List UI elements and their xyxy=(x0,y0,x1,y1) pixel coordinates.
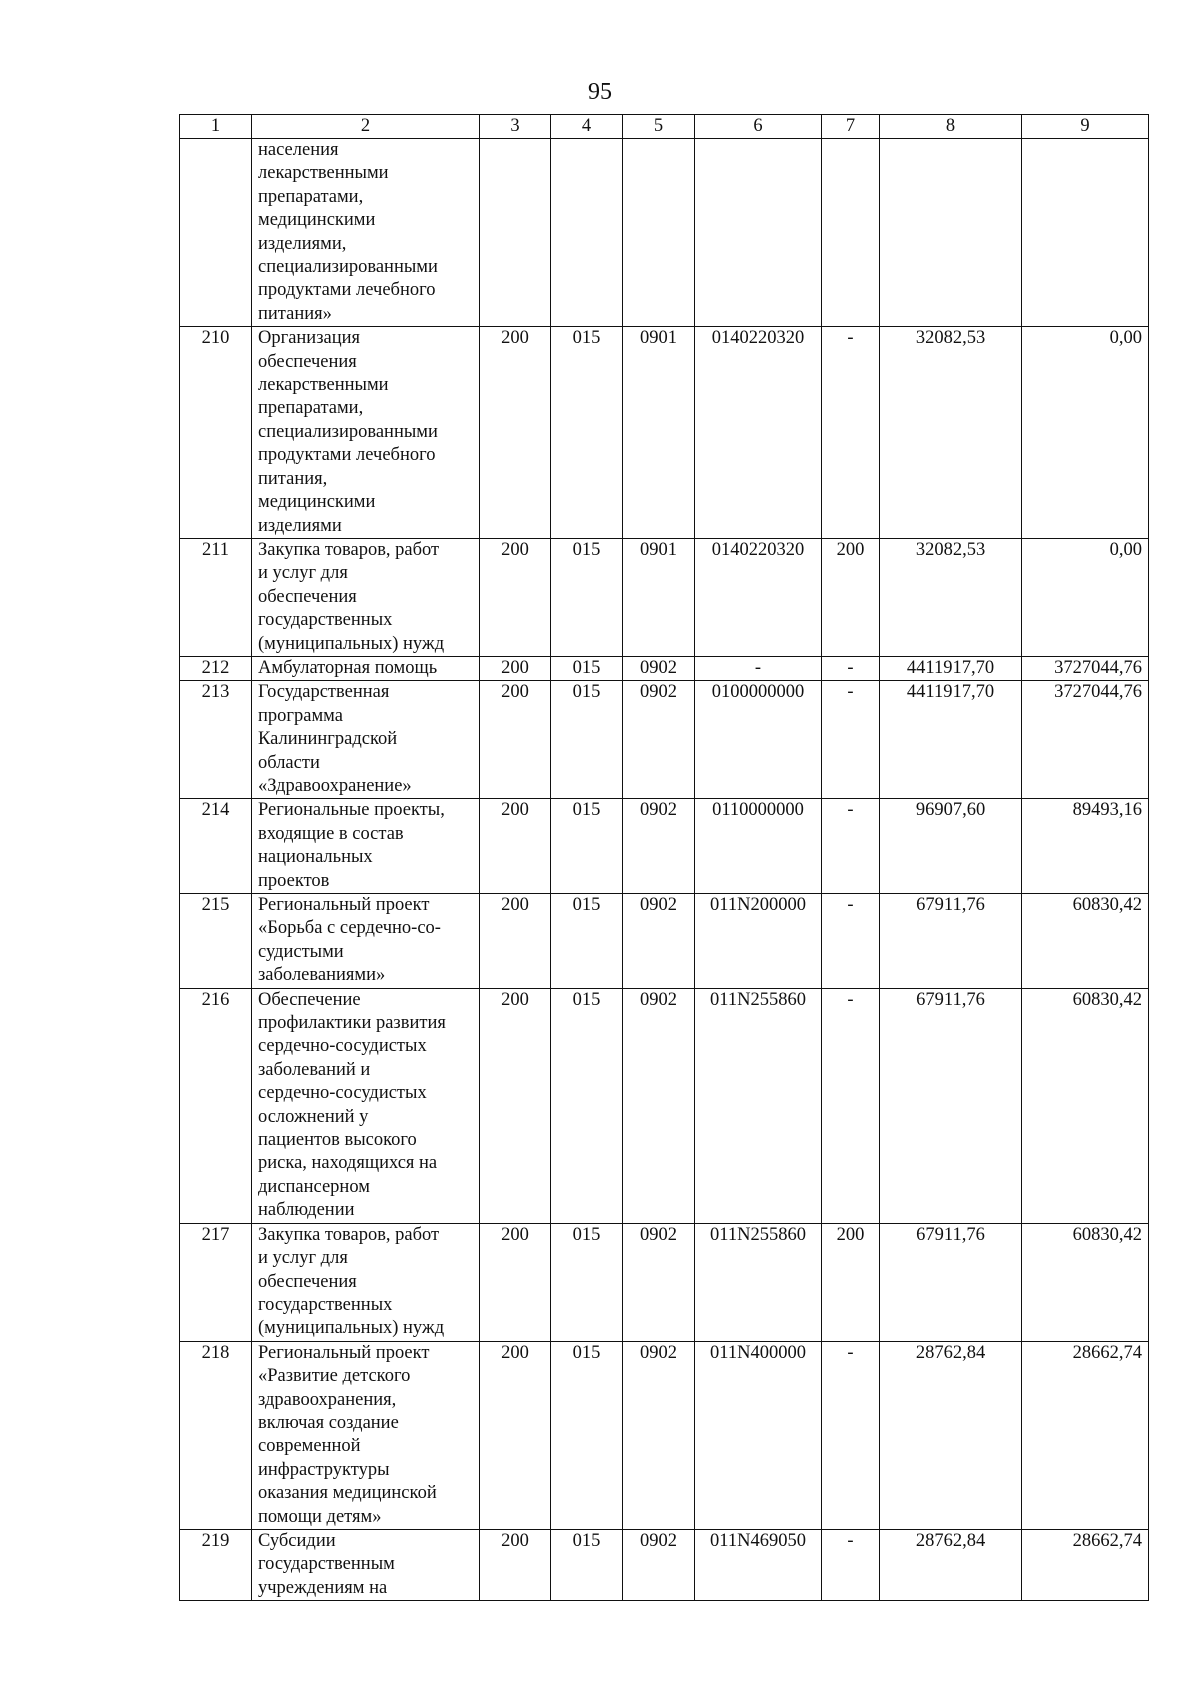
row-name-text: Региональный проект «Развитие детского здравоохранения, включая создание современной инфраструктуры оказания медицинской помощи детям» xyxy=(258,1342,437,1527)
column-5-cell: 0902 xyxy=(623,799,695,894)
row-number-cell: 217 xyxy=(180,1223,252,1341)
empty-cell xyxy=(822,139,880,327)
column-3-cell: 200 xyxy=(480,1223,551,1341)
empty-cell xyxy=(1022,139,1149,327)
column-5-cell: 0902 xyxy=(623,681,695,799)
table-row xyxy=(180,656,1149,680)
column-5-cell: 0902 xyxy=(623,1223,695,1341)
row-number-cell: 210 xyxy=(180,327,252,539)
column-8-amount-cell: 4411917,70 xyxy=(880,681,1022,799)
row-number-cell: 215 xyxy=(180,894,252,989)
column-6-cell: 0110000000 xyxy=(695,799,822,894)
table-header xyxy=(180,115,1149,139)
table-row xyxy=(180,327,1149,539)
column-7-cell: - xyxy=(822,327,880,539)
budget-table xyxy=(179,114,1149,1601)
row-name-cell xyxy=(252,681,480,799)
row-name-cell xyxy=(252,327,480,539)
row-number-cell: 216 xyxy=(180,988,252,1223)
row-name-text: Закупка товаров, работ и услуг для обеспечения государственных (муниципальных) нужд xyxy=(258,539,445,654)
row-name-text: Закупка товаров, работ и услуг для обеспечения государственных (муниципальных) нужд xyxy=(258,1224,445,1339)
row-name-text: Амбулаторная помощь xyxy=(258,657,438,678)
column-3-cell: 200 xyxy=(480,327,551,539)
column-9-amount-cell: 60830,42 xyxy=(1022,1223,1149,1341)
column-8-amount-cell: 96907,60 xyxy=(880,799,1022,894)
column-5-cell: 0902 xyxy=(623,1341,695,1529)
column-4-cell: 015 xyxy=(551,1529,623,1600)
column-7-cell: - xyxy=(822,1341,880,1529)
table-row xyxy=(180,538,1149,656)
column-8-amount-cell: 32082,53 xyxy=(880,538,1022,656)
column-8-amount-cell: 67911,76 xyxy=(880,894,1022,989)
page-number: 95 xyxy=(588,79,612,105)
column-6-cell: 011N255860 xyxy=(695,988,822,1223)
column-4-cell: 015 xyxy=(551,538,623,656)
column-8-amount-cell: 28762,84 xyxy=(880,1341,1022,1529)
column-3-cell: 200 xyxy=(480,1529,551,1600)
row-name-cell xyxy=(252,1529,480,1600)
column-5-cell: 0902 xyxy=(623,894,695,989)
column-header-2: 2 xyxy=(252,115,480,139)
row-name-text: Субсидии государственным учреждениям на xyxy=(258,1530,395,1598)
column-6-cell: - xyxy=(695,656,822,680)
row-number-cell: 213 xyxy=(180,681,252,799)
column-4-cell: 015 xyxy=(551,1223,623,1341)
column-4-cell: 015 xyxy=(551,894,623,989)
column-7-cell: - xyxy=(822,656,880,680)
column-4-cell: 015 xyxy=(551,988,623,1223)
column-5-cell: 0901 xyxy=(623,538,695,656)
row-number-cell: 214 xyxy=(180,799,252,894)
column-5-cell: 0901 xyxy=(623,327,695,539)
table-row xyxy=(180,681,1149,799)
column-8-amount-cell: 4411917,70 xyxy=(880,656,1022,680)
column-header-3: 3 xyxy=(480,115,551,139)
row-name-text: Региональный проект «Борьба с сердечно-со- судистыми заболеваниями» xyxy=(258,895,441,986)
column-header-5: 5 xyxy=(623,115,695,139)
row-name-cell xyxy=(252,538,480,656)
row-name-cell xyxy=(252,139,480,327)
row-name-text: Обеспечение профилактики развития сердечно-сосудистых заболеваний и сердечно-сосудистых осложнений у пациентов высокого риска, находящихся на диспансерном наблюдении xyxy=(258,989,446,1221)
column-9-amount-cell: 89493,16 xyxy=(1022,799,1149,894)
column-4-cell: 015 xyxy=(551,799,623,894)
empty-cell xyxy=(880,139,1022,327)
column-header-6: 6 xyxy=(695,115,822,139)
header-row xyxy=(180,115,1149,139)
row-number-cell xyxy=(180,139,252,327)
row-name-cell xyxy=(252,1223,480,1341)
table-row xyxy=(180,894,1149,989)
column-6-cell: 011N469050 xyxy=(695,1529,822,1600)
row-name-cell xyxy=(252,656,480,680)
column-header-9: 9 xyxy=(1022,115,1149,139)
table-row xyxy=(180,799,1149,894)
column-6-cell: 0140220320 xyxy=(695,538,822,656)
column-6-cell: 011N200000 xyxy=(695,894,822,989)
column-3-cell: 200 xyxy=(480,988,551,1223)
column-header-1: 1 xyxy=(180,115,252,139)
column-7-cell: 200 xyxy=(822,538,880,656)
row-name-text: Государственная программа Калининградской области «Здравоохранение» xyxy=(258,682,412,796)
row-name-text: населения лекарственными препаратами, медицинскими изделиями, специализированными продуктами лечебного питания» xyxy=(258,140,438,324)
row-number-cell: 219 xyxy=(180,1529,252,1600)
column-4-cell: 015 xyxy=(551,681,623,799)
column-5-cell: 0902 xyxy=(623,656,695,680)
row-name-cell xyxy=(252,799,480,894)
column-7-cell: - xyxy=(822,1529,880,1600)
row-name-text: Организация обеспечения лекарственными препаратами, специализированными продуктами лечебного питания, медицинскими изделиями xyxy=(258,328,438,536)
column-9-amount-cell: 28662,74 xyxy=(1022,1341,1149,1529)
column-3-cell: 200 xyxy=(480,681,551,799)
row-number-cell: 218 xyxy=(180,1341,252,1529)
column-5-cell: 0902 xyxy=(623,1529,695,1600)
table-row xyxy=(180,1341,1149,1529)
column-7-cell: - xyxy=(822,894,880,989)
column-4-cell: 015 xyxy=(551,1341,623,1529)
empty-cell xyxy=(551,139,623,327)
empty-cell xyxy=(695,139,822,327)
table-row xyxy=(180,988,1149,1223)
column-4-cell: 015 xyxy=(551,327,623,539)
column-3-cell: 200 xyxy=(480,656,551,680)
column-9-amount-cell: 28662,74 xyxy=(1022,1529,1149,1600)
column-3-cell: 200 xyxy=(480,538,551,656)
row-name-text: Региональные проекты, входящие в состав национальных проектов xyxy=(258,800,445,891)
column-header-7: 7 xyxy=(822,115,880,139)
column-6-cell: 011N255860 xyxy=(695,1223,822,1341)
column-7-cell: - xyxy=(822,681,880,799)
column-8-amount-cell: 67911,76 xyxy=(880,1223,1022,1341)
column-8-amount-cell: 32082,53 xyxy=(880,327,1022,539)
row-name-cell xyxy=(252,894,480,989)
column-6-cell: 011N400000 xyxy=(695,1341,822,1529)
column-9-amount-cell: 0,00 xyxy=(1022,538,1149,656)
table-row xyxy=(180,1223,1149,1341)
table-row xyxy=(180,1529,1149,1600)
row-number-cell: 211 xyxy=(180,538,252,656)
column-6-cell: 0140220320 xyxy=(695,327,822,539)
column-8-amount-cell: 67911,76 xyxy=(880,988,1022,1223)
column-6-cell: 0100000000 xyxy=(695,681,822,799)
column-9-amount-cell: 0,00 xyxy=(1022,327,1149,539)
column-7-cell: - xyxy=(822,988,880,1223)
empty-cell xyxy=(623,139,695,327)
continuation-row xyxy=(180,139,1149,327)
column-8-amount-cell: 28762,84 xyxy=(880,1529,1022,1600)
column-5-cell: 0902 xyxy=(623,988,695,1223)
row-name-cell xyxy=(252,988,480,1223)
row-number-cell: 212 xyxy=(180,656,252,680)
column-header-8: 8 xyxy=(880,115,1022,139)
column-3-cell: 200 xyxy=(480,894,551,989)
column-7-cell: 200 xyxy=(822,1223,880,1341)
column-3-cell: 200 xyxy=(480,799,551,894)
column-header-4: 4 xyxy=(551,115,623,139)
column-9-amount-cell: 3727044,76 xyxy=(1022,681,1149,799)
column-9-amount-cell: 60830,42 xyxy=(1022,894,1149,989)
column-9-amount-cell: 3727044,76 xyxy=(1022,656,1149,680)
column-9-amount-cell: 60830,42 xyxy=(1022,988,1149,1223)
table-body xyxy=(180,139,1149,1601)
column-3-cell: 200 xyxy=(480,1341,551,1529)
empty-cell xyxy=(480,139,551,327)
column-7-cell: - xyxy=(822,799,880,894)
row-name-cell xyxy=(252,1341,480,1529)
column-4-cell: 015 xyxy=(551,656,623,680)
